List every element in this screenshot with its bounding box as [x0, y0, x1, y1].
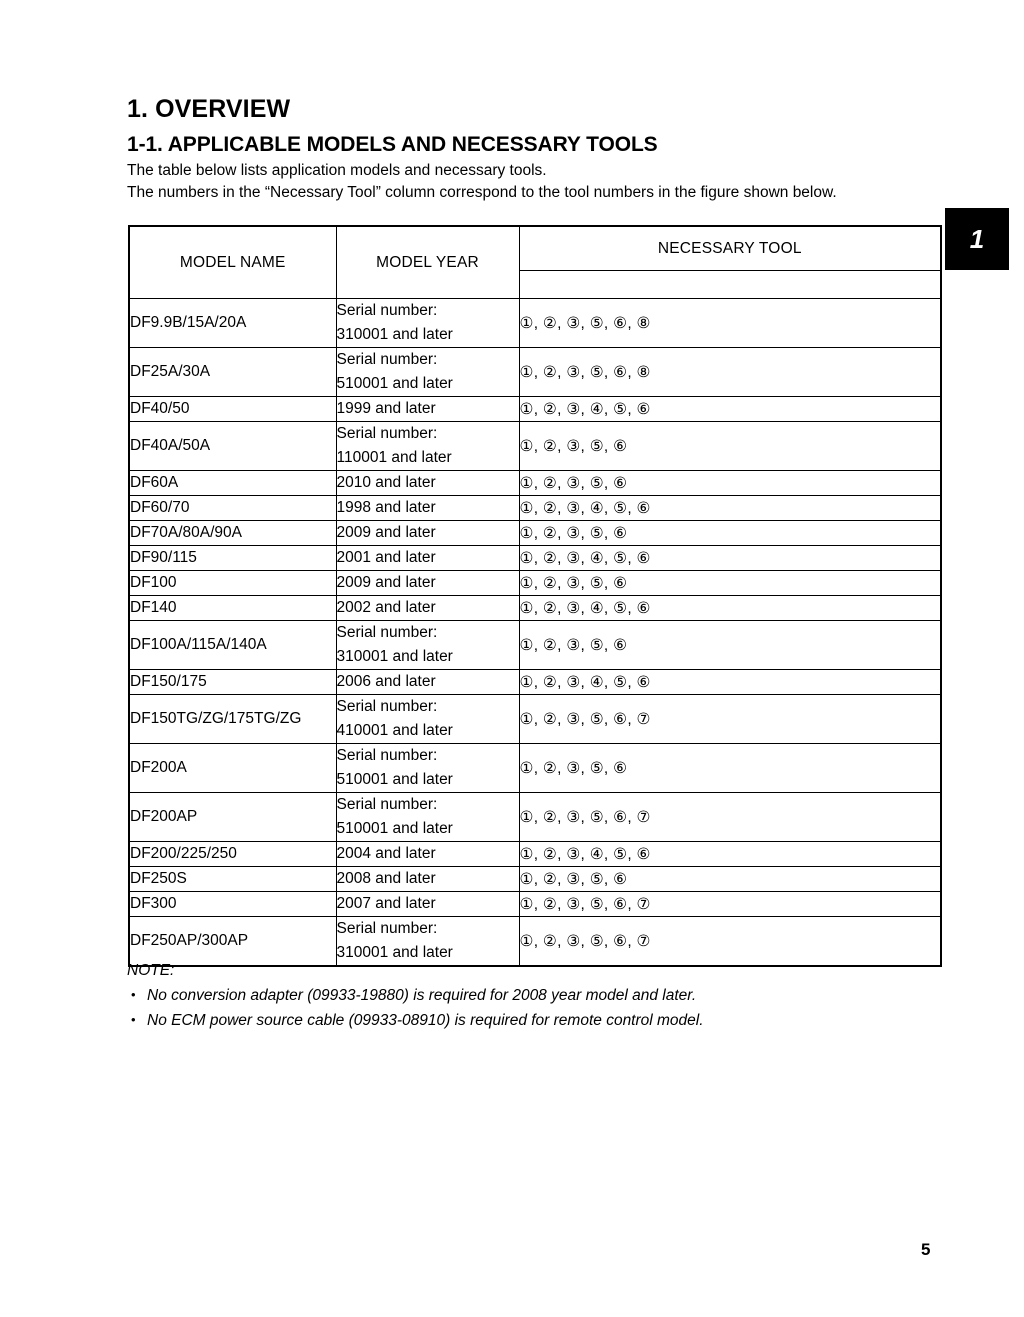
model-year-line: 510001 and later	[336, 375, 453, 392]
cell-model-year	[336, 521, 519, 546]
model-year-line: Serial number:	[336, 425, 438, 442]
model-year-line: Serial number:	[336, 351, 438, 368]
model-year-line: 2001 and later	[336, 549, 436, 566]
model-year-line: 510001 and later	[336, 820, 453, 837]
cell-model-name: DF140	[129, 596, 336, 621]
cell-model-year	[336, 422, 519, 471]
model-year-line: 1999 and later	[336, 400, 436, 417]
table-row	[129, 521, 941, 546]
table-row	[129, 842, 941, 867]
model-year-line: 410001 and later	[336, 722, 453, 739]
page-title: 1. OVERVIEW	[127, 95, 291, 123]
bullet-icon: •	[131, 1012, 136, 1027]
table-row	[129, 299, 941, 348]
cell-necessary-tool: ①, ②, ③, ⑤, ⑥	[519, 521, 941, 546]
table-header	[129, 226, 941, 299]
table-row	[129, 621, 941, 670]
table-row	[129, 397, 941, 422]
cell-model-year	[336, 299, 519, 348]
cell-necessary-tool: ①, ②, ③, ⑤, ⑥, ⑦	[519, 695, 941, 744]
cell-model-name: DF100A/115A/140A	[129, 621, 336, 670]
cell-necessary-tool: ①, ②, ③, ⑤, ⑥	[519, 867, 941, 892]
model-year-line: 2006 and later	[336, 673, 436, 690]
cell-model-name: DF150/175	[129, 670, 336, 695]
cell-model-name: DF250S	[129, 867, 336, 892]
cell-model-year	[336, 496, 519, 521]
note-list	[127, 983, 957, 1033]
cell-model-name: DF150TG/ZG/175TG/ZG	[129, 695, 336, 744]
model-year-line: 310001 and later	[336, 648, 453, 665]
cell-model-year	[336, 596, 519, 621]
note-item	[127, 983, 957, 1008]
model-year-line: 310001 and later	[336, 326, 453, 343]
cell-necessary-tool: ①, ②, ③, ⑤, ⑥	[519, 744, 941, 793]
cell-model-year	[336, 471, 519, 496]
note-block	[127, 958, 957, 1033]
intro-line-1: The table below lists application models and necessary tools.	[127, 162, 547, 179]
model-year-line: 2009 and later	[336, 524, 436, 541]
cell-model-name: DF100	[129, 571, 336, 596]
cell-model-year	[336, 793, 519, 842]
cell-necessary-tool: ①, ②, ③, ④, ⑤, ⑥	[519, 842, 941, 867]
intro-paragraph	[127, 160, 957, 204]
cell-necessary-tool: ①, ②, ③, ⑤, ⑥, ⑧	[519, 348, 941, 397]
table-row	[129, 670, 941, 695]
cell-necessary-tool: ①, ②, ③, ④, ⑤, ⑥	[519, 596, 941, 621]
cell-model-name: DF60A	[129, 471, 336, 496]
cell-model-name: DF200AP	[129, 793, 336, 842]
model-year-line: Serial number:	[336, 920, 438, 937]
note-item	[127, 1008, 957, 1033]
cell-necessary-tool: ①, ②, ③, ⑤, ⑥	[519, 422, 941, 471]
cell-necessary-tool: ①, ②, ③, ⑤, ⑥, ⑦	[519, 892, 941, 917]
model-year-line: 1998 and later	[336, 499, 436, 516]
cell-model-name: DF25A/30A	[129, 348, 336, 397]
cell-model-name: DF300	[129, 892, 336, 917]
table-row	[129, 546, 941, 571]
model-year-line: Serial number:	[336, 698, 438, 715]
cell-model-name: DF60/70	[129, 496, 336, 521]
applicable-models-table	[128, 225, 942, 967]
section-tab-marker	[945, 208, 1009, 270]
cell-model-year	[336, 571, 519, 596]
table-row	[129, 744, 941, 793]
note-item-text: No ECM power source cable (09933-08910) is required for remote control model.	[147, 1012, 704, 1029]
cell-necessary-tool: ①, ②, ③, ⑤, ⑥	[519, 571, 941, 596]
section-tab-number: 1	[969, 223, 985, 254]
model-year-line: 2007 and later	[336, 895, 436, 912]
table-header-row	[129, 226, 941, 271]
cell-necessary-tool: ①, ②, ③, ⑤, ⑥, ⑧	[519, 299, 941, 348]
cell-necessary-tool: ①, ②, ③, ⑤, ⑥	[519, 471, 941, 496]
model-year-line: Serial number:	[336, 796, 438, 813]
table-row	[129, 471, 941, 496]
column-header-model-name: MODEL NAME	[129, 226, 336, 299]
page-number: 5	[921, 1240, 931, 1259]
cell-model-year	[336, 744, 519, 793]
cell-model-year	[336, 621, 519, 670]
table-row	[129, 571, 941, 596]
note-title: NOTE:	[127, 962, 175, 979]
section-subtitle: 1-1. APPLICABLE MODELS AND NECESSARY TOOLS	[127, 133, 658, 156]
applicable-models-table-container	[128, 225, 940, 967]
cell-model-year	[336, 397, 519, 422]
bullet-icon: •	[131, 987, 136, 1002]
cell-model-name: DF40/50	[129, 397, 336, 422]
model-year-line: 2009 and later	[336, 574, 436, 591]
model-year-line: 310001 and later	[336, 944, 453, 961]
cell-model-year	[336, 695, 519, 744]
cell-model-year	[336, 670, 519, 695]
column-header-necessary-tool-sub	[519, 271, 941, 299]
cell-necessary-tool: ①, ②, ③, ⑤, ⑥	[519, 621, 941, 670]
column-header-necessary-tool: NECESSARY TOOL	[519, 226, 941, 271]
cell-model-name: DF9.9B/15A/20A	[129, 299, 336, 348]
table-row	[129, 422, 941, 471]
cell-necessary-tool: ①, ②, ③, ④, ⑤, ⑥	[519, 546, 941, 571]
cell-model-name: DF200A	[129, 744, 336, 793]
model-year-line: Serial number:	[336, 624, 438, 641]
cell-model-year	[336, 892, 519, 917]
model-year-line: 2004 and later	[336, 845, 436, 862]
note-item-text: No conversion adapter (09933-19880) is required for 2008 year model and later.	[147, 987, 697, 1004]
cell-model-name: DF200/225/250	[129, 842, 336, 867]
table-row	[129, 892, 941, 917]
table-row	[129, 348, 941, 397]
model-year-line: Serial number:	[336, 747, 438, 764]
table-row	[129, 695, 941, 744]
cell-model-year	[336, 842, 519, 867]
table-row	[129, 793, 941, 842]
cell-necessary-tool: ①, ②, ③, ④, ⑤, ⑥	[519, 496, 941, 521]
cell-model-year	[336, 546, 519, 571]
table-row	[129, 596, 941, 621]
model-year-line: 110001 and later	[336, 449, 452, 466]
model-year-line: Serial number:	[336, 302, 438, 319]
cell-necessary-tool: ①, ②, ③, ④, ⑤, ⑥	[519, 670, 941, 695]
cell-necessary-tool: ①, ②, ③, ⑤, ⑥, ⑦	[519, 917, 941, 967]
cell-model-name: DF90/115	[129, 546, 336, 571]
cell-model-name: DF70A/80A/90A	[129, 521, 336, 546]
column-header-model-year: MODEL YEAR	[336, 226, 519, 299]
table-body	[129, 299, 941, 967]
intro-line-2: The numbers in the “Necessary Tool” column correspond to the tool numbers in the figure shown below.	[127, 184, 837, 201]
table-row	[129, 496, 941, 521]
model-year-line: 2002 and later	[336, 599, 436, 616]
cell-model-name: DF250AP/300AP	[129, 917, 336, 967]
cell-model-year	[336, 867, 519, 892]
model-year-line: 2010 and later	[336, 474, 436, 491]
table-row	[129, 867, 941, 892]
cell-necessary-tool: ①, ②, ③, ⑤, ⑥, ⑦	[519, 793, 941, 842]
model-year-line: 2008 and later	[336, 870, 436, 887]
model-year-line: 510001 and later	[336, 771, 453, 788]
cell-necessary-tool: ①, ②, ③, ④, ⑤, ⑥	[519, 397, 941, 422]
cell-model-name: DF40A/50A	[129, 422, 336, 471]
cell-model-year	[336, 348, 519, 397]
